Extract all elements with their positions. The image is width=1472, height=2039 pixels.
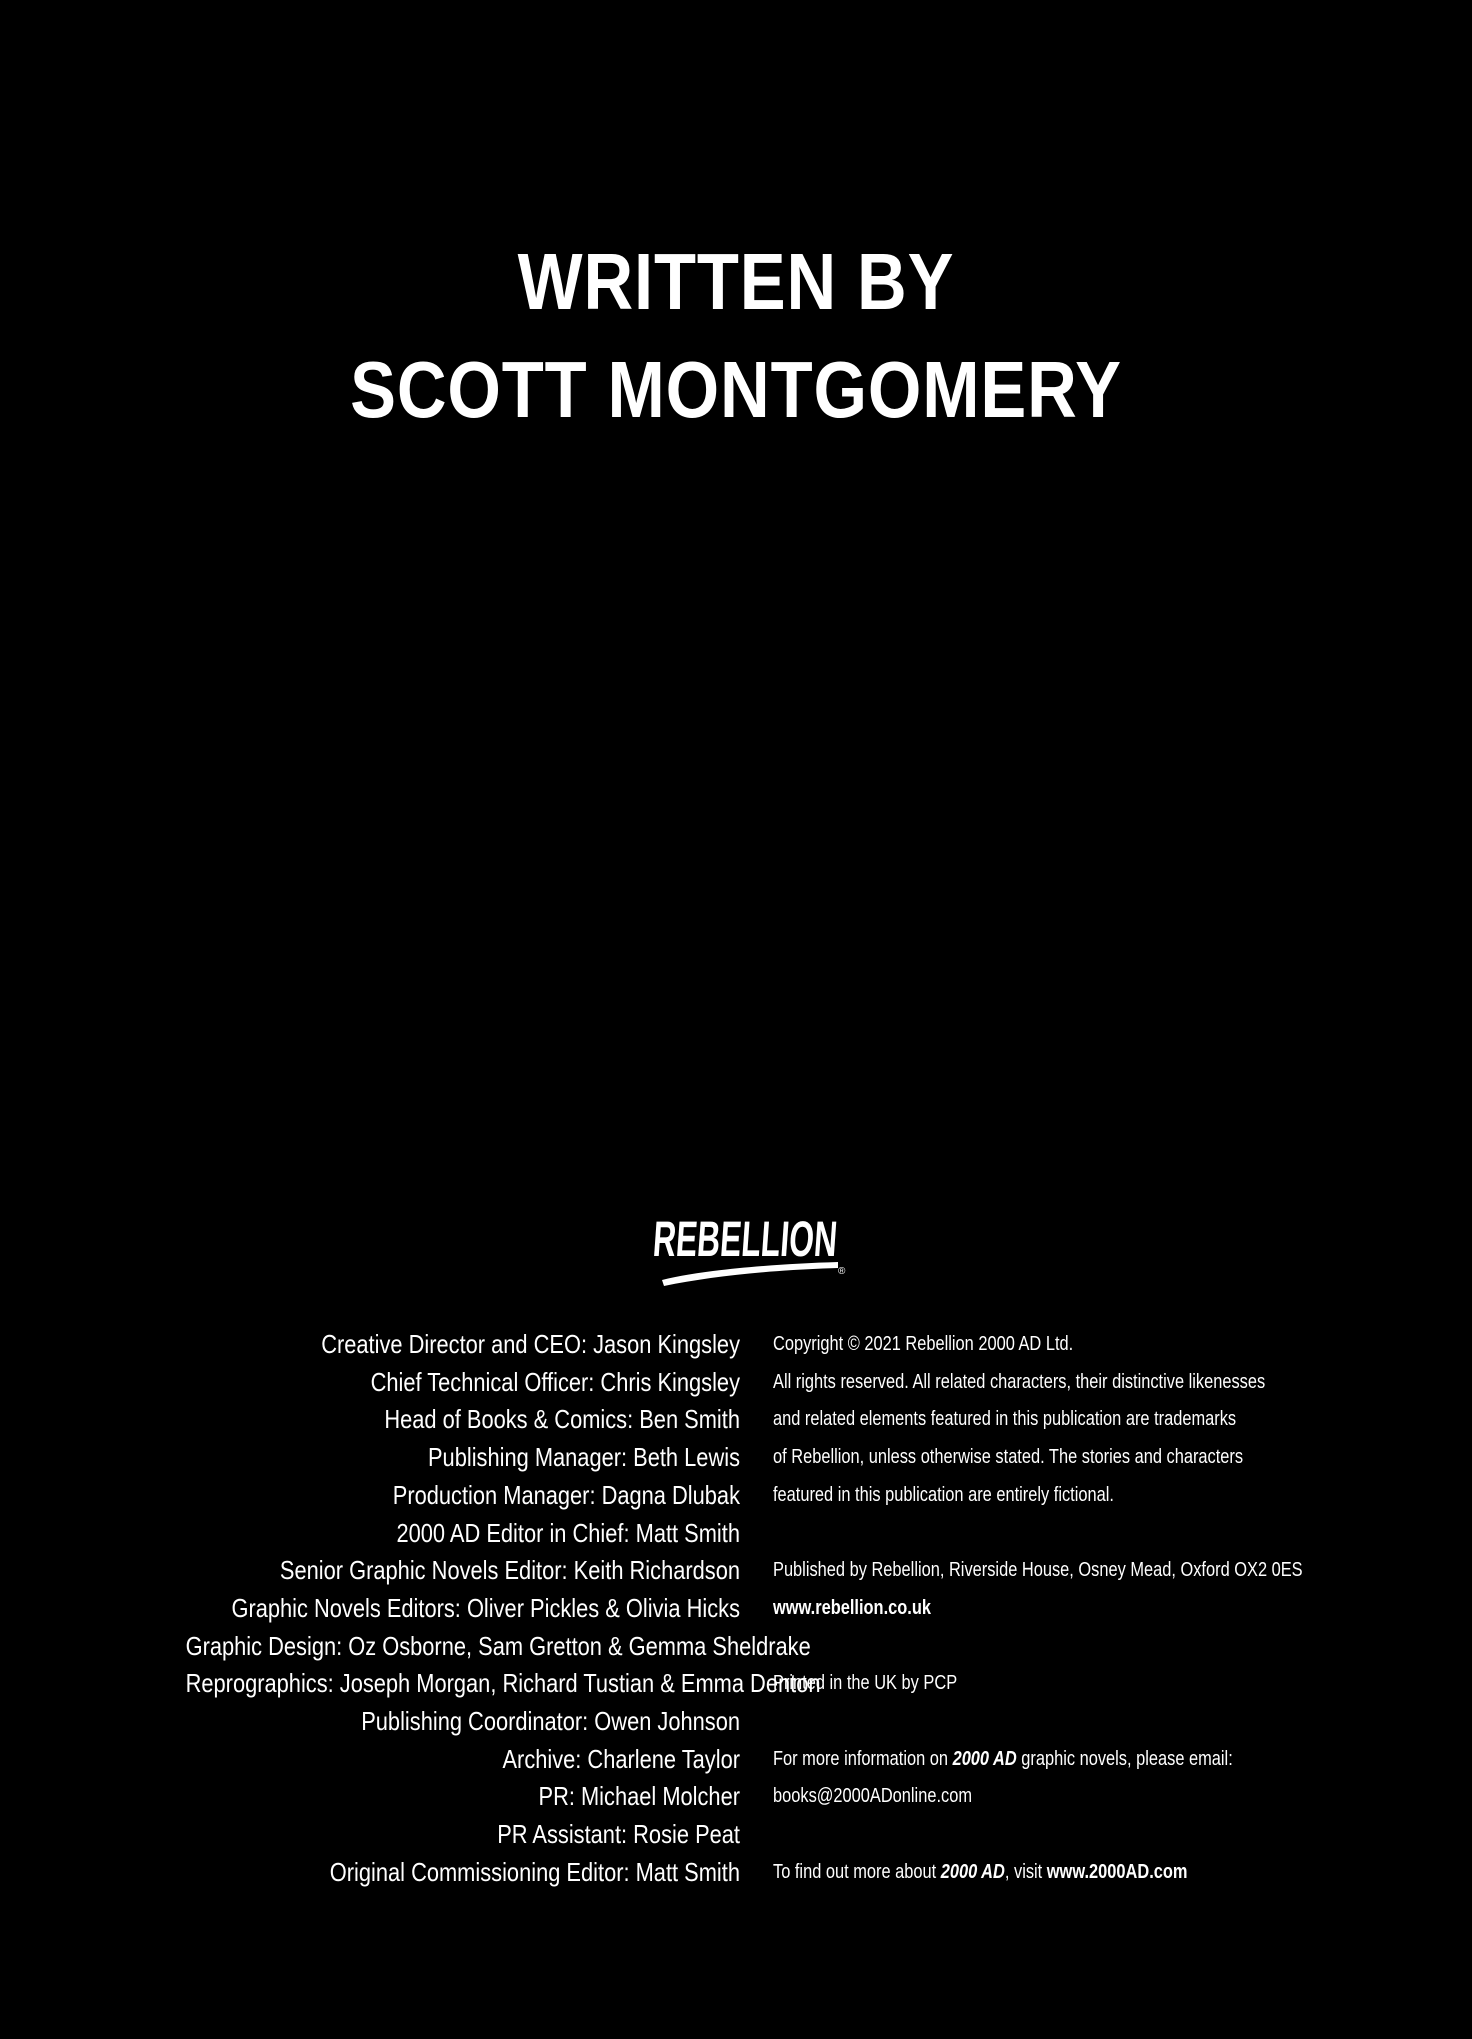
title-line-1: WRITTEN BY: [517, 237, 955, 326]
email-link[interactable]: books@2000ADonline.com: [773, 1785, 972, 1808]
title-line-2: SCOTT MONTGOMERY: [350, 345, 1122, 434]
credit-line: Publishing Coordinator: Owen Johnson: [361, 1706, 740, 1737]
spacer: [773, 1816, 1281, 1854]
credit-line: Chief Technical Officer: Chris Kingsley: [370, 1366, 740, 1397]
rebellion-website-link[interactable]: www.rebellion.co.uk: [773, 1596, 931, 1619]
credit-line: Creative Director and CEO: Jason Kingsley: [321, 1329, 740, 1359]
spacer: [773, 1515, 1281, 1553]
registered-mark: ®: [838, 1266, 846, 1277]
rebellion-logo-icon: [651, 1198, 944, 1290]
credit-line: Graphic Novels Editors: Oliver Pickles & Olivia Hicks: [231, 1592, 740, 1623]
logo-wordmark: REBELLION: [651, 1211, 944, 1267]
credit-line: PR: Michael Molcher: [538, 1781, 740, 1812]
title-block: [0, 228, 1472, 444]
credit-line: Publishing Manager: Beth Lewis: [427, 1442, 740, 1473]
printer-line: Printed in the UK by PCP: [773, 1672, 958, 1695]
credit-line: Archive: Charlene Taylor: [502, 1743, 740, 1774]
more-info-prefix: For more information on: [773, 1747, 953, 1770]
credit-line: Reprographics: Joseph Morgan, Richard Tustian & Emma Denton: [185, 1668, 821, 1699]
staff-credits: [80, 1326, 821, 1892]
spacer: [773, 1628, 1281, 1666]
2000ad-website-link[interactable]: www.2000AD.com: [1046, 1860, 1188, 1883]
publisher-address: Published by Rebellion, Riverside House, Osney Mead, Oxford OX2 0ES: [773, 1559, 1303, 1582]
spacer: [773, 1703, 1281, 1741]
more-info-line: [773, 1741, 1281, 1779]
find-out-brand: 2000 AD: [940, 1860, 1005, 1883]
rights-line: of Rebellion, unless otherwise stated. The stories and characters: [773, 1446, 1244, 1469]
rights-line: featured in this publication are entirely fictional.: [773, 1483, 1114, 1506]
credit-line: Graphic Design: Oz Osborne, Sam Gretton & Gemma Sheldrake: [185, 1630, 811, 1661]
more-info-suffix: graphic novels, please email:: [1016, 1747, 1233, 1770]
credit-line: Head of Books & Comics: Ben Smith: [384, 1404, 740, 1435]
rights-line: All rights reserved. All related characters, their distinctive likenesses: [773, 1370, 1266, 1393]
publication-info: [773, 1326, 1393, 1891]
find-out-line: [773, 1854, 1281, 1892]
credit-line: PR Assistant: Rosie Peat: [497, 1819, 740, 1850]
more-info-brand: 2000 AD: [952, 1747, 1017, 1770]
find-out-middle: , visit: [1004, 1860, 1047, 1883]
credit-line: Production Manager: Dagna Dlubak: [392, 1479, 740, 1510]
copyright-line: Copyright © 2021 Rebellion 2000 AD Ltd.: [773, 1333, 1074, 1355]
rights-line: and related elements featured in this publication are trademarks: [773, 1408, 1237, 1431]
credit-line: Original Commissioning Editor: Matt Smith: [329, 1856, 740, 1887]
find-out-prefix: To find out more about: [773, 1860, 941, 1883]
credit-line: Senior Graphic Novels Editor: Keith Richardson: [279, 1555, 740, 1586]
credit-line: 2000 AD Editor in Chief: Matt Smith: [396, 1517, 740, 1548]
